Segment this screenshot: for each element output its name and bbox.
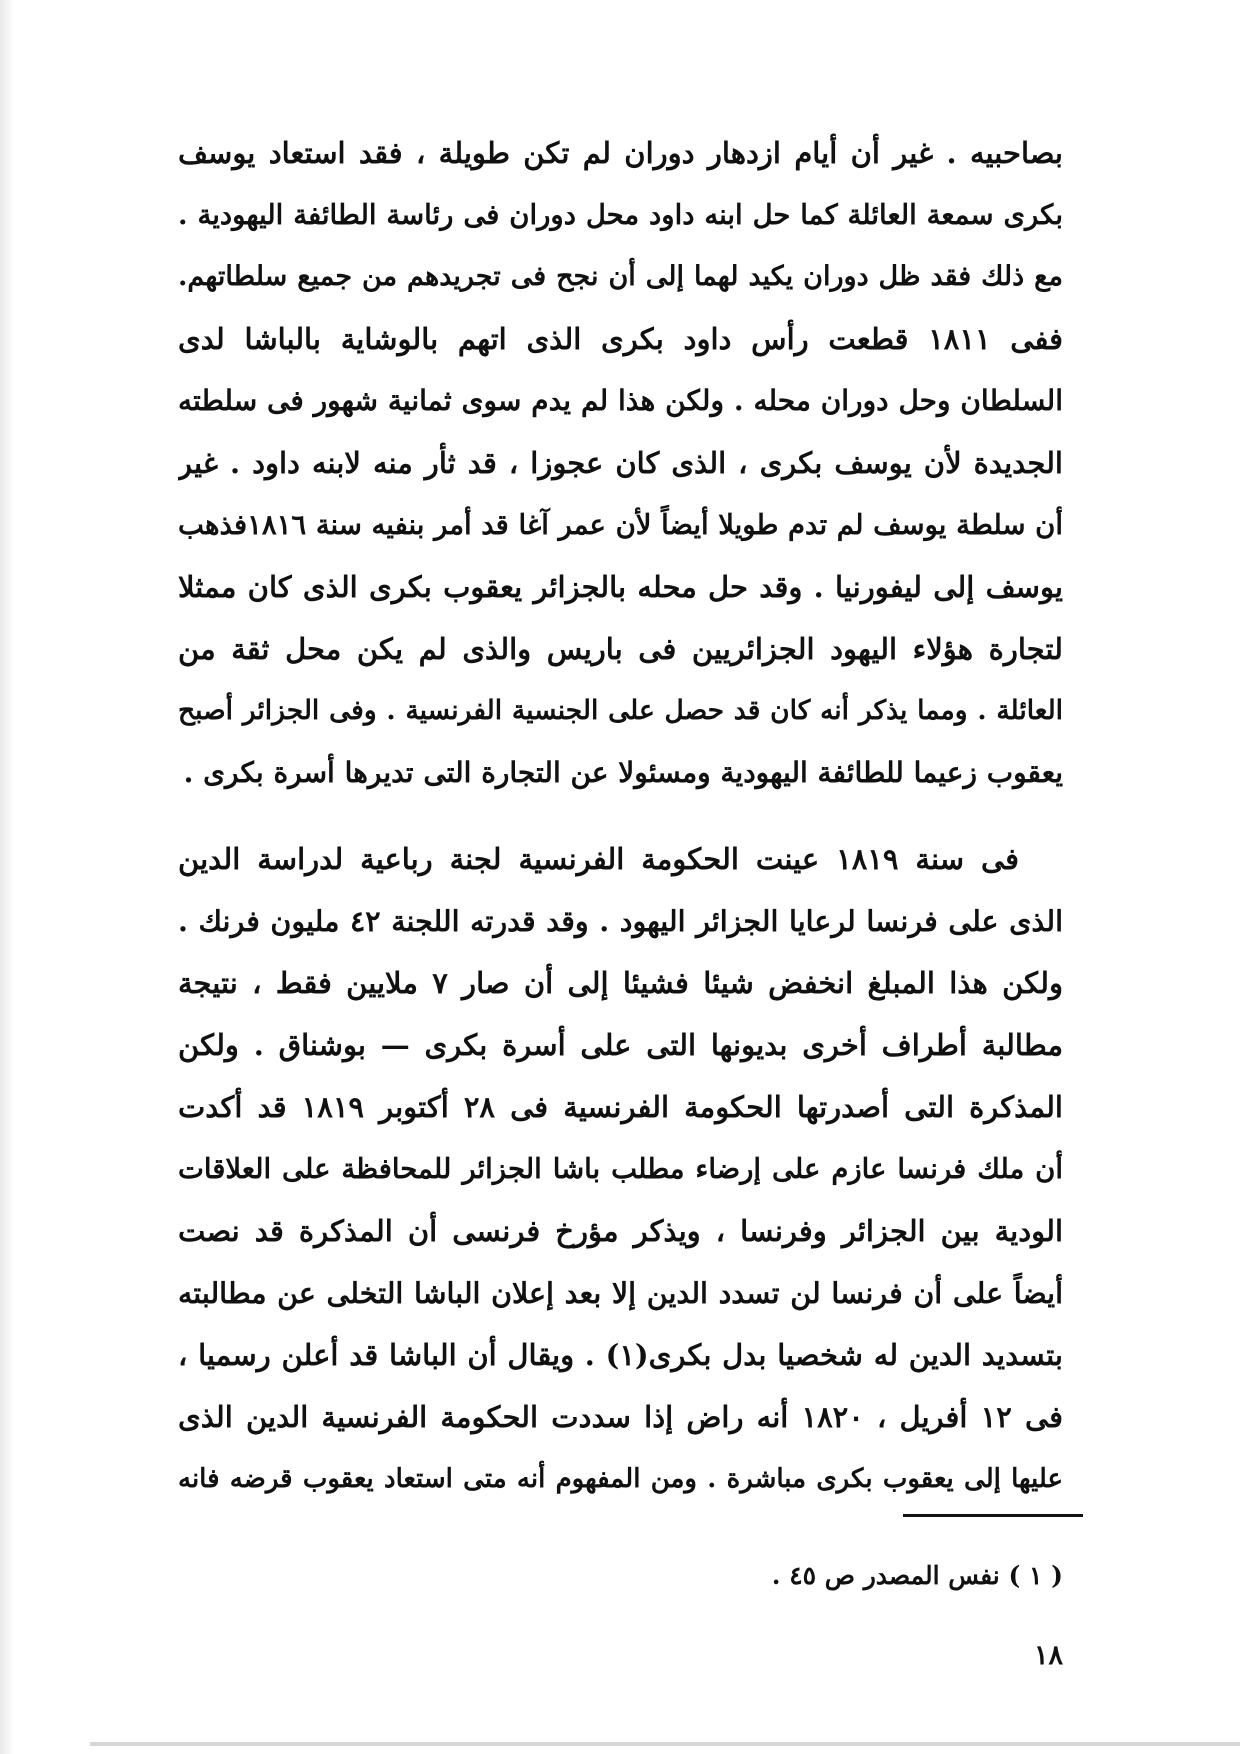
footnote: ( ١ ) نفس المصدر ص ٤٥ . <box>771 1561 1063 1590</box>
text-line: أن ملك فرنسا عازم على إرضاء مطلب باشا الجزائر للمحافظة على العلاقات <box>178 1153 1063 1185</box>
scan-edge-shadow <box>0 0 14 1754</box>
text-line: بصاحبيه . غير أن أيام ازدهار دوران لم تكن طويلة ، فقد استعاد يوسف <box>178 136 1063 170</box>
text-line: بتسديد الدين له شخصيا بدل بكرى(١) . ويقال أن الباشا قد أعلن رسميا ، <box>178 1338 1063 1372</box>
text-line: الودية بين الجزائر وفرنسا ، ويذكر مؤرخ فرنسى أن المذكرة قد نصت <box>178 1214 1063 1248</box>
text-line: أن سلطة يوسف لم تدم طويلا أيضاً لأن عمر آغا قد أمر بنفيه سنة ١٨١٦فذهب <box>178 509 1063 541</box>
text-line: فى سنة ١٨١٩ عينت الحكومة الفرنسية لجنة رباعية لدراسة الدين <box>178 842 1019 876</box>
text-line: يعقوب زعيما للطائفة اليهودية ومسئولا عن التجارة التى تديرها أسرة بكرى . <box>183 756 1063 789</box>
text-line: مع ذلك فقد ظل دوران يكيد لهما إلى أن نجح فى تجريدهم من جميع سلطاتهم. <box>178 261 1063 292</box>
text-line: الجديدة لأن يوسف بكرى ، الذى كان عجوزا ، قد ثأر منه لابنه داود . غير <box>178 446 1063 480</box>
text-line: ولكن هذا المبلغ انخفض شيئا فشيئا إلى أن صار ٧ ملايين فقط ، نتيجة <box>178 966 1063 1000</box>
paragraph-2 <box>178 828 1063 1510</box>
page-number: ١٨ <box>1033 1640 1063 1671</box>
scan-bottom-edge <box>90 1742 1240 1746</box>
paragraph-1 <box>178 122 1063 804</box>
footnote-divider <box>903 1514 1083 1517</box>
text-line: الذى على فرنسا لرعايا الجزائر اليهود . وقد قدرته اللجنة ٤٢ مليون فرنك . <box>178 904 1063 938</box>
text-line: فى ١٢ أفريل ، ١٨٢٠ أنه راض إذا سددت الحكومة الفرنسية الدين الذى <box>178 1400 1063 1434</box>
text-line: لتجارة هؤلاء اليهود الجزائريين فى باريس والذى لم يكن محل ثقة من <box>178 632 1063 666</box>
text-line: السلطان وحل دوران محله . ولكن هذا لم يدم سوى ثمانية شهور فى سلطته <box>178 384 1063 417</box>
text-line: بكرى سمعة العائلة كما حل ابنه داود محل دوران فى رئاسة الطائفة اليهودية . <box>178 199 1063 231</box>
text-line: أيضاً على أن فرنسا لن تسدد الدين إلا بعد إعلان الباشا التخلى عن مطالبته <box>178 1276 1063 1310</box>
text-line: يوسف إلى ليفورنيا . وقد حل محله بالجزائر يعقوب بكرى الذى كان ممثلا <box>178 570 1063 604</box>
text-line: ففى ١٨١١ قطعت رأس داود بكرى الذى اتهم بالوشاية بالباشا لدى <box>178 322 1063 356</box>
text-line: العائلة . ومما يذكر أنه كان قد حصل على الجنسية الفرنسية . وفى الجزائر أصبح <box>178 695 1063 726</box>
text-line: المذكرة التى أصدرتها الحكومة الفرنسية فى ٢٨ أكتوبر ١٨١٩ قد أكدت <box>178 1090 1063 1124</box>
text-line: مطالبة أطراف أخرى بديونها التى على أسرة بكرى — بوشناق . ولكن <box>178 1028 1063 1062</box>
text-line: عليها إلى يعقوب بكرى مباشرة . ومن المفهوم أنه متى استعاد يعقوب قرضه فانه <box>178 1464 1063 1494</box>
